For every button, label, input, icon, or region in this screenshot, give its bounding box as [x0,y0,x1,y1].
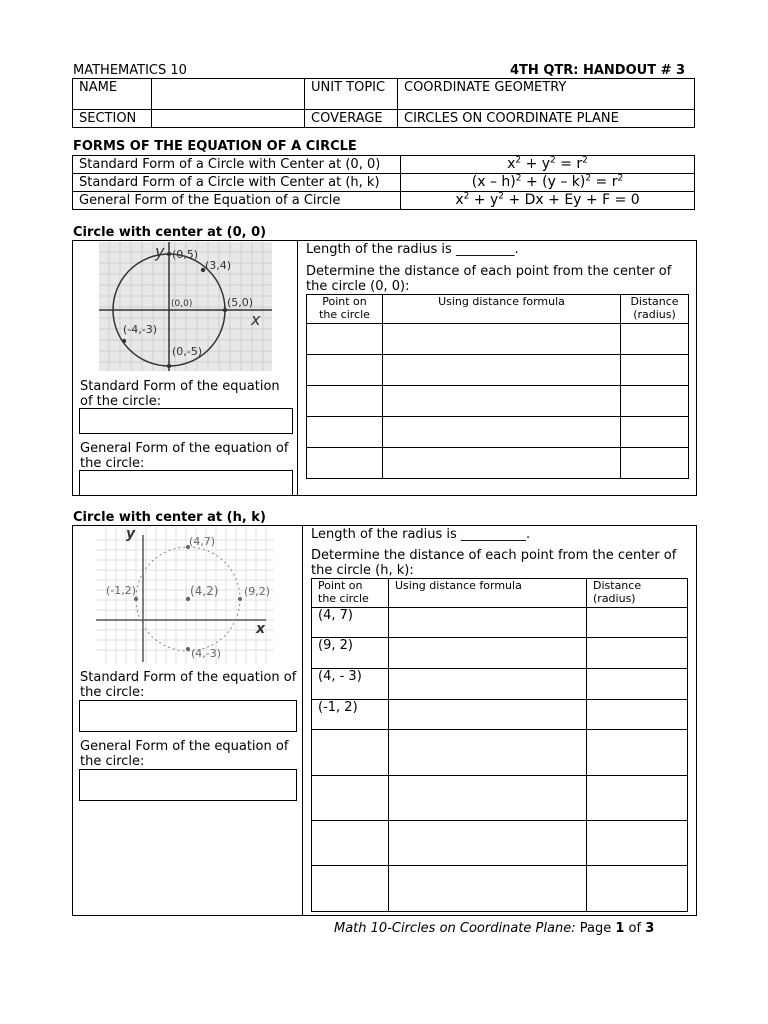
label-4-m3: (4,-3) [191,647,222,660]
table-cell[interactable] [389,669,587,700]
table-cell[interactable] [312,821,389,866]
section1-standard-answer[interactable] [79,408,293,434]
label-4-7: (4,7) [189,535,216,548]
axis-x-label: x [256,621,266,637]
point-cell: (4, - 3) [312,669,389,700]
section2-general-label: General Form of the equation of the circle: [80,739,289,769]
table-cell[interactable] [389,776,587,821]
section2-divider [302,525,303,915]
s1-col-distance: Distance (radius) [621,295,689,324]
table-cell[interactable] [587,866,688,912]
section1-general-label: General Form of the equation of the circle: [80,441,289,471]
footer-of-word: of [628,921,642,936]
section2-general-answer[interactable] [79,769,297,801]
form-eq-origin: $x^2 + y^2 = r^2$ [401,156,695,174]
header-table [72,78,695,128]
s2-col-formula: Using distance formula [389,579,587,608]
table-cell[interactable] [587,821,688,866]
s1-col-formula: Using distance formula [383,295,621,324]
section-field[interactable] [152,110,305,128]
section1-divider [297,240,298,495]
section1-table [306,294,689,479]
point-cell: (4, 7) [312,608,389,638]
table-cell[interactable] [621,417,689,448]
table-cell[interactable] [312,730,389,776]
label-m4-m3: (-4,-3) [123,323,158,336]
form-eq-hk: $(x - h)^2 + (y - k)^2 = r^2$ [401,174,695,192]
name-field[interactable] [152,79,305,110]
table-cell[interactable] [307,355,383,386]
table-cell[interactable] [587,776,688,821]
s2-col-distance: Distance (radius) [587,579,688,608]
table-cell[interactable] [389,638,587,669]
unit-topic-label: UNIT TOPIC [305,79,398,110]
label-4-2: (4,2) [190,584,219,598]
table-cell[interactable] [621,448,689,479]
form-eq-general: $x^2 + y^2 + Dx + Ey + F = 0$ [401,192,695,210]
table-cell[interactable] [307,324,383,355]
section-label: SECTION [73,110,152,128]
table-cell[interactable] [587,638,688,669]
table-cell[interactable] [389,821,587,866]
coverage-value: CIRCLES ON COORDINATE PLANE [398,110,695,128]
table-cell[interactable] [389,608,587,638]
forms-title: FORMS OF THE EQUATION OF A CIRCLE [73,139,357,154]
table-cell[interactable] [307,386,383,417]
table-cell[interactable] [621,324,689,355]
axis-y-label: y [126,527,136,542]
footer-page-word: Page [579,921,612,936]
table-cell[interactable] [587,730,688,776]
table-cell[interactable] [383,355,621,386]
point-cell: (9, 2) [312,638,389,669]
point-4-m3 [186,647,190,651]
coverage-label: COVERAGE [305,110,398,128]
footer-title: Math 10-Circles on Coordinate Plane: [334,921,576,936]
table-cell[interactable] [389,866,587,912]
table-cell[interactable] [383,417,621,448]
table-cell[interactable] [587,669,688,700]
subject-title: MATHEMATICS 10 [73,63,187,78]
section1-title: Circle with center at (0, 0) [73,225,267,240]
form-label-hk: Standard Form of a Circle with Center at (h, k) [73,174,401,192]
point-m4-m3 [122,339,126,343]
section2-radius-prompt: Length of the radius is __________. [311,527,531,542]
table-cell[interactable] [383,324,621,355]
section2-table [311,578,688,912]
label-origin: (0,0) [171,299,193,309]
table-cell[interactable] [389,700,587,730]
table-cell[interactable] [307,448,383,479]
s2-col-point: Point on the circle [312,579,389,608]
section2-graph [96,527,274,664]
point-cell: (-1, 2) [312,700,389,730]
footer-page-number: 1 [615,921,625,936]
unit-topic-value: COORDINATE GEOMETRY [398,79,695,110]
table-cell[interactable] [312,866,389,912]
label-9-2: (9,2) [244,585,271,598]
table-cell[interactable] [621,386,689,417]
point-0-5 [167,252,171,256]
table-cell[interactable] [587,700,688,730]
forms-table [72,155,695,210]
label-0-m5: (0,-5) [172,345,203,358]
label-0-5: (0,5) [172,248,199,261]
name-label: NAME [73,79,152,110]
table-cell[interactable] [307,417,383,448]
footer-page-total: 3 [645,921,655,936]
table-cell[interactable] [312,776,389,821]
table-cell[interactable] [621,355,689,386]
section2-standard-label: Standard Form of the equation of the circle: [80,670,297,700]
point-0-m5 [167,364,171,368]
form-label-origin: Standard Form of a Circle with Center at (0, 0) [73,156,401,174]
table-cell[interactable] [383,448,621,479]
handout-title: 4TH QTR: HANDOUT # 3 [510,63,686,78]
s1-col-point: Point on the circle [307,295,383,324]
section2-distance-prompt: Determine the distance of each point from the center of the circle (h, k): [311,548,677,578]
table-cell[interactable] [389,730,587,776]
axis-x-label: x [251,310,261,329]
point-m1-2 [134,597,138,601]
section1-distance-prompt: Determine the distance of each point from the center of the circle (0, 0): [306,264,672,294]
label-5-0: (5,0) [227,296,254,309]
table-cell[interactable] [383,386,621,417]
form-label-general: General Form of the Equation of a Circle [73,192,401,210]
label-m1-2: (-1,2) [106,584,137,597]
section1-radius-prompt: Length of the radius is _________. [306,242,519,257]
section1-general-answer[interactable] [79,470,293,495]
section1-graph [99,242,272,371]
section1-standard-label: Standard Form of the equation of the circle: [80,379,280,409]
section2-standard-answer[interactable] [79,700,297,732]
table-cell[interactable] [587,608,688,638]
point-9-2 [238,597,242,601]
label-3-4: (3,4) [205,259,232,272]
axis-y-label: y [155,242,165,261]
page-footer [334,921,654,936]
section2-title: Circle with center at (h, k) [73,510,266,525]
